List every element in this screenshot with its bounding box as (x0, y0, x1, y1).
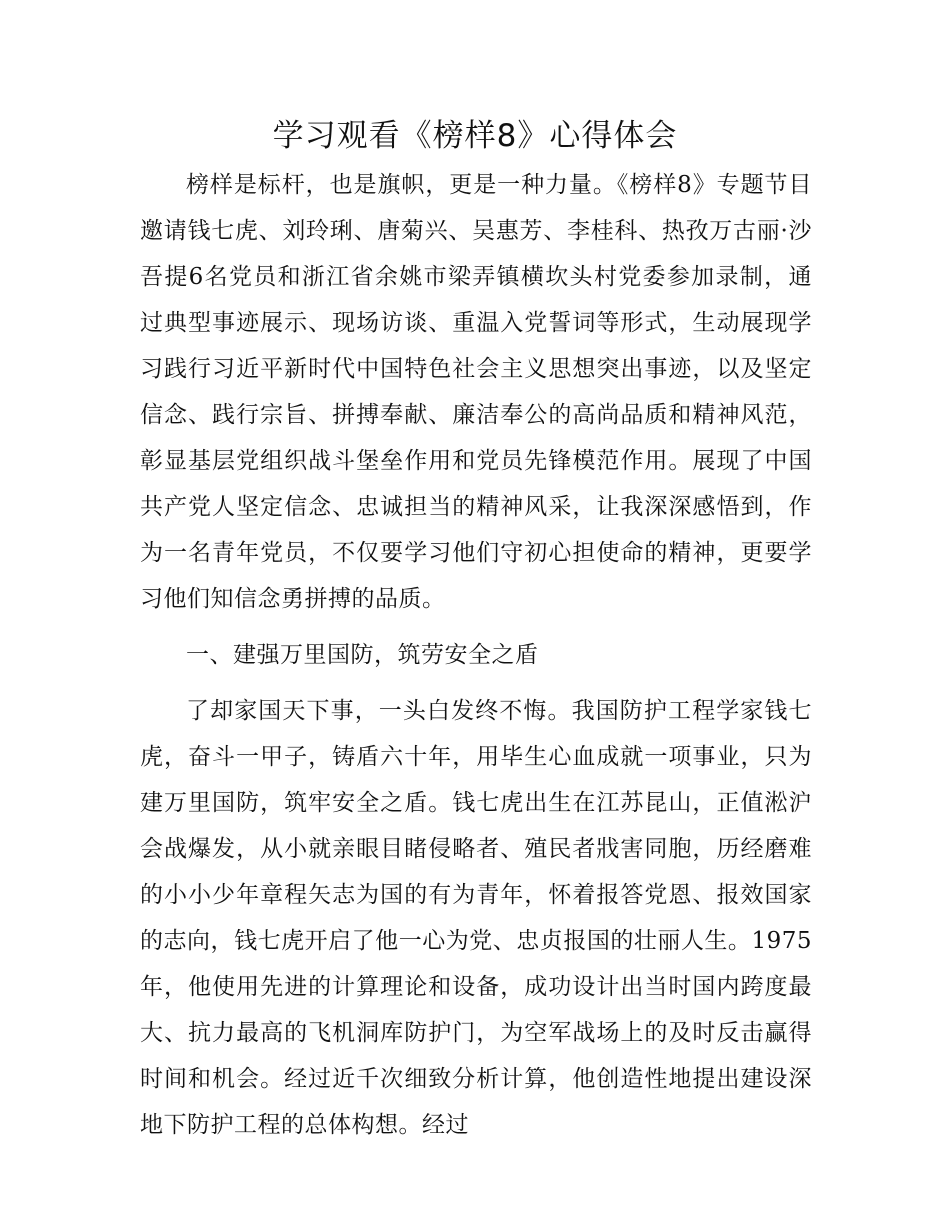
section-heading: 一、建强万里国防，筑劳安全之盾 (186, 642, 539, 668)
document-body (140, 162, 812, 1148)
section-paragraph: 了却家国天下事，一头白发终不悔。我国防护工程学家钱七虎，奋斗一甲子，铸盾六十年，用毕生心血成就一项事业，只为建万里国防，筑牢安全之盾。钱七虎出生在江苏昆山，正值淞沪会战爆发，从小就亲眼目睹侵略者、殖民者戕害同胞，历经磨难的小小少年章程矢志为国的有为青年，怀着报答党恩、报效国家的志向，钱七虎开启了他一心为党、忠贞报国的壮丽人生。1975年，他使用先进的计算理论和设备，成功设计出当时国内跨度最大、抗力最高的飞机洞库防护门，为空军战场上的及时反击赢得时间和机会。经过近千次细致分析计算，他创造性地提出建设深地下防护工程的总体构想。经过 (140, 698, 812, 1138)
intro-paragraph: 榜样是标杆，也是旗帜，更是一种力量。《榜样8》专题节目邀请钱七虎、刘玲琍、唐菊兴、吴惠芳、李桂科、热孜万古丽·沙吾提6名党员和浙江省余姚市梁弄镇横坎头村党委参加录制，通过典型事迹展示、现场访谈、重温入党誓词等形式，生动展现学习践行习近平新时代中国特色社会主义思想突出事迹，以及坚定信念、践行宗旨、拼搏奉献、廉洁奉公的高尚品质和精神风范，彰显基层党组织战斗堡垒作用和党员先锋模范作用。展现了中国共产党人坚定信念、忠诚担当的精神风采，让我深深感悟到，作为一名青年党员，不仅要学习他们守初心担使命的精神，更要学习他们知信念勇拼搏的品质。 (140, 172, 812, 612)
document-title: 学习观看《榜样8》心得体会 (272, 118, 678, 154)
